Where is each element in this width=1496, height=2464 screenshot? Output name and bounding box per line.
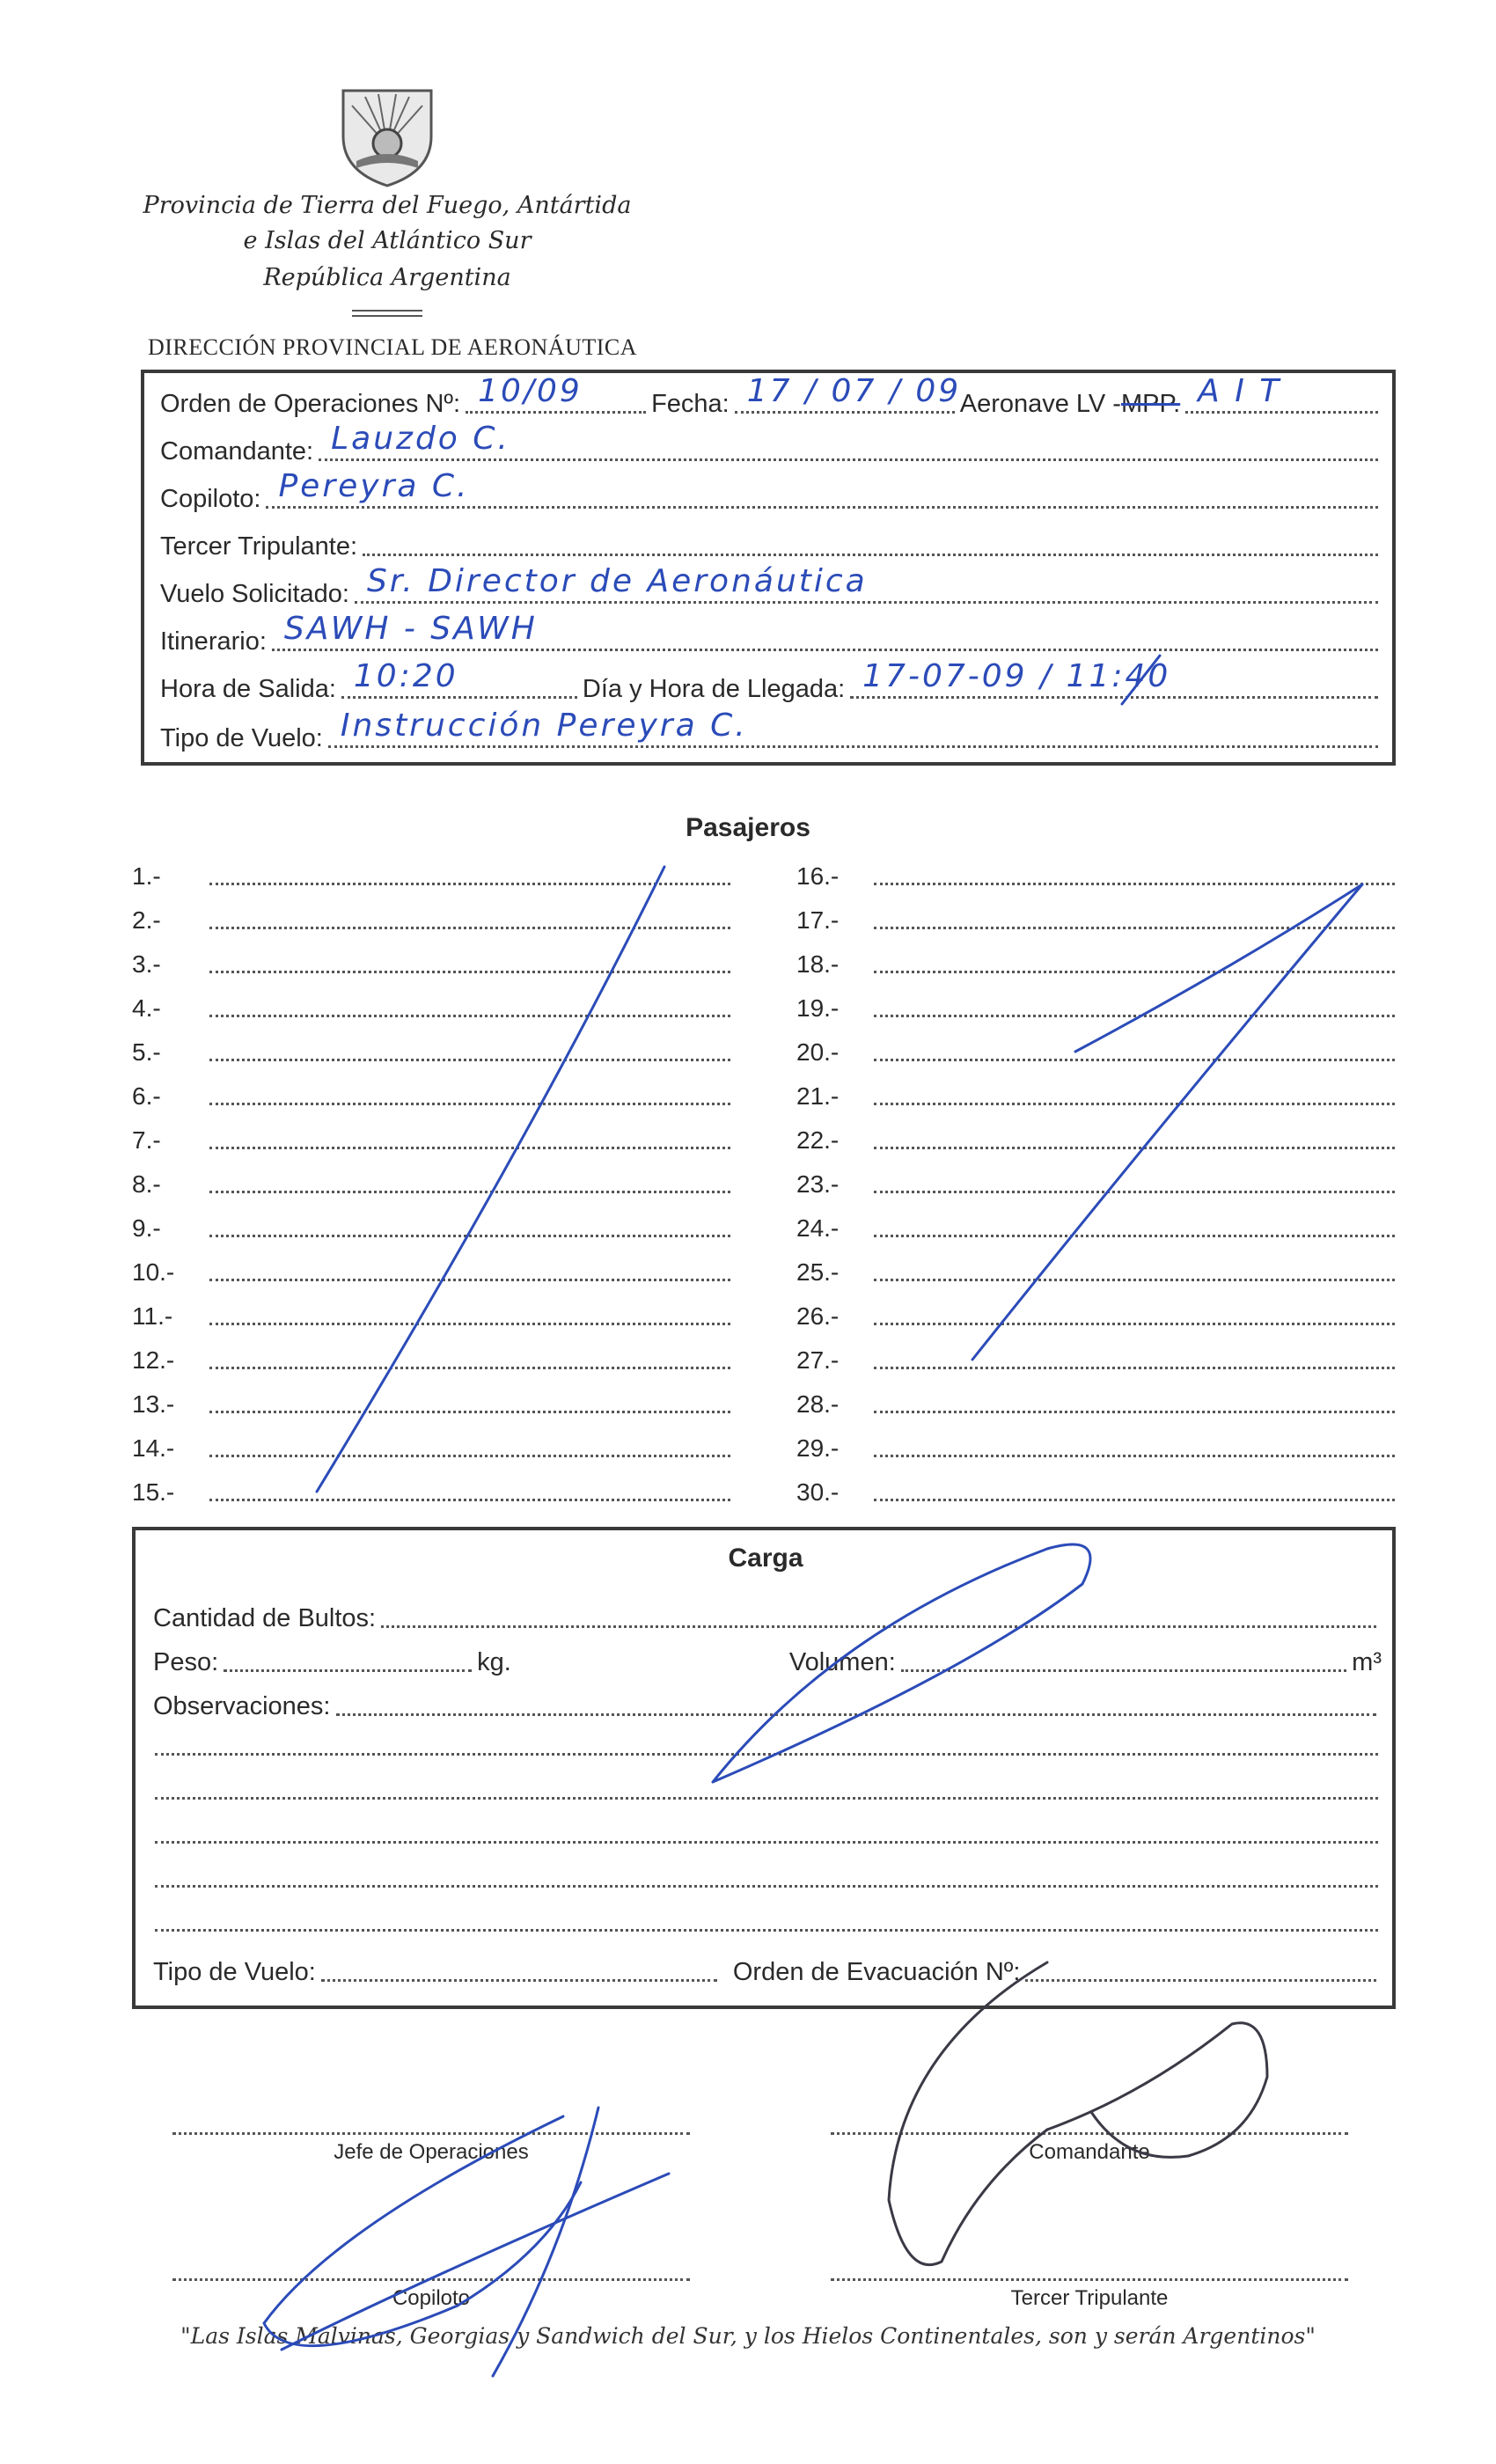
commander-value: Lauzdo C. <box>331 421 510 457</box>
cargo-flight-type-label: Tipo de Vuelo: <box>153 1958 316 1986</box>
republic-name: República Argentina <box>263 264 511 291</box>
itinerary-value: SAWH - SAWH <box>283 611 538 647</box>
weight-label: Peso: <box>153 1648 219 1676</box>
aircraft-value: A I T <box>1198 373 1282 409</box>
passenger-number: 17.- <box>796 906 840 934</box>
passenger-number: 7.- <box>132 1126 161 1154</box>
passenger-number: 11.- <box>132 1302 173 1330</box>
passenger-number: 10.- <box>132 1258 175 1286</box>
third-crew-label: Tercer Tripulante: <box>160 532 358 561</box>
footer-motto: "Las Islas Malvinas, Georgias y Sandwich del Sur, y los Hielos Continentales, son y serán Argentinos" <box>180 2323 1316 2349</box>
passengers-right-hook-stroke <box>1075 884 1362 1052</box>
passenger-number: 24.- <box>796 1214 840 1242</box>
copilot-sig-label: Copiloto <box>392 2286 471 2310</box>
order-value: 10/09 <box>478 373 583 409</box>
passenger-number: 25.- <box>796 1258 840 1286</box>
requested-flight-value: Sr. Director de Aeronáutica <box>366 563 868 599</box>
arrival-slash-stroke <box>1122 656 1160 704</box>
passenger-number: 21.- <box>796 1082 840 1110</box>
passenger-number: 8.- <box>132 1170 161 1198</box>
copilot-signature <box>264 2108 669 2376</box>
passenger-number: 6.- <box>132 1082 161 1110</box>
third-crew-sig-label: Tercer Tripulante <box>1010 2286 1169 2310</box>
passenger-number: 16.- <box>796 862 840 890</box>
copilot-value: Pereyra C. <box>278 468 470 504</box>
arrival-value: 17-07-09 / 11:40 <box>862 658 1171 694</box>
flight-type-value: Instrucción Pereyra C. <box>340 708 748 744</box>
evacuation-label: Orden de Evacuación Nº: <box>732 1958 1021 1986</box>
passenger-number: 29.- <box>796 1434 840 1462</box>
passenger-number: 20.- <box>796 1038 840 1066</box>
passengers-right-strike-stroke <box>972 884 1362 1360</box>
passenger-number: 5.- <box>132 1038 161 1066</box>
packages-label: Cantidad de Bultos: <box>153 1604 377 1632</box>
passenger-number: 9.- <box>132 1214 161 1242</box>
passenger-number: 27.- <box>796 1346 840 1374</box>
passenger-number: 1.- <box>132 862 161 890</box>
aircraft-struck-text: MPP. <box>1120 390 1181 418</box>
departure-value: 10:20 <box>353 658 458 694</box>
passenger-number: 15.- <box>132 1478 175 1506</box>
commander-label: Comandante: <box>160 437 314 466</box>
volume-unit: m³ <box>1352 1648 1382 1676</box>
requested-flight-label: Vuelo Solicitado: <box>160 580 349 608</box>
departure-label: Hora de Salida: <box>160 675 336 703</box>
passenger-number: 4.- <box>132 994 161 1022</box>
passenger-number: 18.- <box>796 950 840 978</box>
passenger-number: 14.- <box>132 1434 175 1462</box>
passenger-number: 3.- <box>132 950 161 978</box>
volume-label: Volumen: <box>788 1648 896 1676</box>
passengers-left-strike-stroke <box>317 867 664 1492</box>
cargo-strike-stroke <box>713 1544 1090 1782</box>
passenger-number: 13.- <box>132 1390 175 1418</box>
aircraft-label: Aeronave LV - <box>959 390 1121 418</box>
passenger-number: 23.- <box>796 1170 840 1198</box>
passenger-number: 26.- <box>796 1302 840 1330</box>
direction-title: DIRECCIÓN PROVINCIAL DE AERONÁUTICA <box>148 334 638 360</box>
copilot-label: Copiloto: <box>160 485 261 513</box>
weight-unit: kg. <box>477 1648 511 1676</box>
date-label: Fecha: <box>651 390 730 418</box>
date-value: 17 / 07 / 09 <box>746 373 962 409</box>
commander-sig-label: Comandante <box>1029 2140 1150 2164</box>
passengers-title: Pasajeros <box>686 813 810 842</box>
itinerary-label: Itinerario: <box>160 627 267 656</box>
order-label: Orden de Operaciones Nº: <box>160 390 461 418</box>
passenger-number: 22.- <box>796 1126 840 1154</box>
passenger-number: 28.- <box>796 1390 840 1418</box>
passenger-number: 19.- <box>796 994 840 1022</box>
passenger-number: 30.- <box>796 1478 840 1506</box>
arrival-label: Día y Hora de Llegada: <box>582 675 846 703</box>
flight-type-label: Tipo de Vuelo: <box>160 724 323 752</box>
commander-signature <box>889 1962 1267 2265</box>
passenger-number: 12.- <box>132 1346 175 1374</box>
observations-label: Observaciones: <box>153 1692 331 1720</box>
passenger-number: 2.- <box>132 906 161 934</box>
province-name-line2: e Islas del Atlántico Sur <box>243 227 532 254</box>
ops-chief-label: Jefe de Operaciones <box>334 2140 529 2164</box>
province-name-line1: Provincia de Tierra del Fuego, Antártida <box>143 192 632 219</box>
cargo-title: Carga <box>728 1544 803 1573</box>
